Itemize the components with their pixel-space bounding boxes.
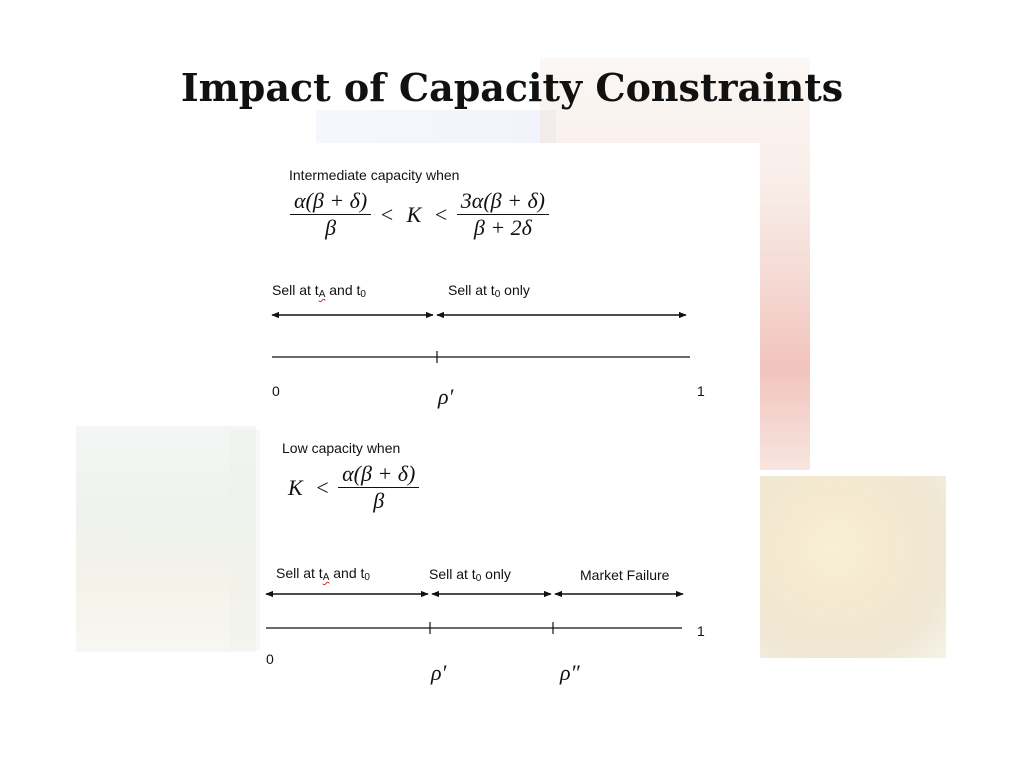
intermediate-threshold-rho-prime: ρ′: [438, 384, 454, 409]
region-label-prefix: Sell at t: [448, 282, 495, 298]
intermediate-less-than-2: <: [434, 201, 448, 227]
low-threshold-rho-double-prime: ρ″: [560, 660, 580, 685]
region-label-subscript: A: [318, 289, 326, 300]
region-label-subscript: 0: [364, 572, 370, 583]
intermediate-left-numerator: α(β + δ): [294, 188, 368, 213]
region-label-suffix: only: [500, 282, 530, 298]
intermediate-less-than-1: <: [380, 201, 394, 227]
low-numerator: α(β + δ): [342, 461, 416, 486]
slide-title: Impact of Capacity Constraints: [180, 65, 844, 110]
region-label-prefix: Sell at t: [272, 282, 319, 298]
intermediate-right-numerator: 3α(β + δ): [460, 188, 545, 213]
intermediate-capacity-variable: K: [406, 201, 422, 227]
region-label-prefix: Sell at t: [429, 566, 476, 582]
region-label-subscript: 0: [494, 289, 501, 300]
low-axis-start: 0: [266, 651, 274, 667]
region-label-subscript: 0: [475, 573, 482, 584]
intermediate-axis-end: 1: [697, 383, 705, 399]
low-threshold-rho-prime: ρ′: [431, 660, 447, 685]
intermediate-axis-start: 0: [272, 383, 280, 399]
low-region3-label: Market Failure: [580, 567, 670, 583]
intermediate-right-denominator: β + 2δ: [457, 214, 549, 241]
low-axis-end: 1: [697, 623, 705, 639]
intermediate-heading: Intermediate capacity when: [289, 167, 460, 183]
intermediate-left-denominator: β: [290, 214, 371, 241]
low-capacity-variable: K: [288, 474, 303, 500]
region-label-mid: and t: [329, 565, 365, 581]
region-label-suffix: only: [481, 566, 511, 582]
low-heading: Low capacity when: [282, 440, 401, 456]
region-label-mid: and t: [325, 282, 361, 298]
low-denominator: β: [338, 487, 419, 514]
low-less-than: <: [316, 474, 329, 500]
region-label-prefix: Sell at t: [276, 565, 323, 581]
region-label-subscript: 0: [360, 289, 366, 300]
region-label-subscript: A: [322, 572, 330, 583]
